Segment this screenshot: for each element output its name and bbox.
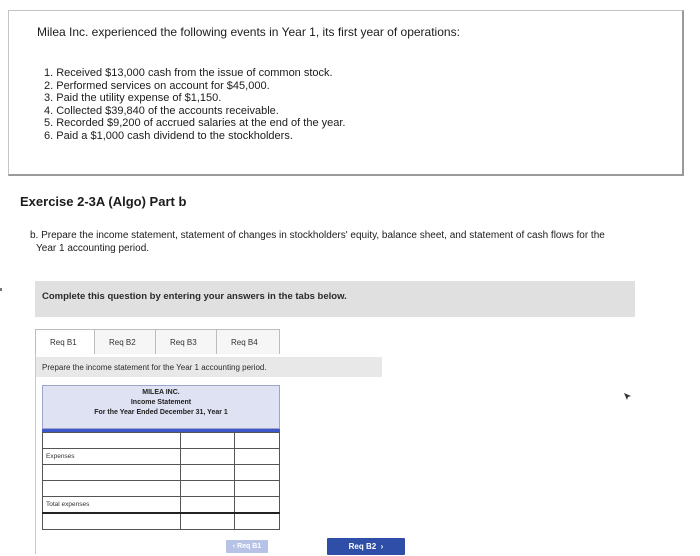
page-edge-mark xyxy=(0,288,2,291)
prev-req-label: Req B1 xyxy=(237,543,262,550)
tab-label: Req B4 xyxy=(231,337,258,347)
tab-req-b1[interactable] xyxy=(35,329,95,354)
account-input[interactable] xyxy=(43,465,181,481)
instruction-banner: Complete this question by entering your answers in the tabs below. xyxy=(35,281,635,317)
tab-label: Req B3 xyxy=(170,337,197,347)
tab-panel xyxy=(35,354,635,554)
total-input[interactable] xyxy=(234,465,279,481)
prev-req-button[interactable] xyxy=(226,540,268,553)
tab-req-b3[interactable] xyxy=(156,329,217,354)
event-item: 3. Paid the utility expense of $1,150. xyxy=(44,92,222,105)
amount-input[interactable] xyxy=(180,465,234,481)
total-input[interactable] xyxy=(234,481,279,497)
events-list xyxy=(44,67,345,143)
table-row xyxy=(43,497,280,514)
company-name: MILEA INC. xyxy=(142,389,180,396)
instructions xyxy=(30,230,640,255)
problem-card xyxy=(8,10,684,176)
table-row xyxy=(43,465,280,481)
table-row xyxy=(43,513,280,530)
amount-cell xyxy=(180,449,234,465)
tab-label: Req B2 xyxy=(109,337,136,347)
total-input[interactable] xyxy=(234,433,279,449)
tab-label: Req B1 xyxy=(50,337,77,347)
table-row xyxy=(43,481,280,497)
total-input[interactable] xyxy=(234,497,279,514)
event-item: 5. Recorded $9,200 of accrued salaries at the end of the year. xyxy=(44,117,346,130)
statement-header xyxy=(42,385,280,429)
chevron-right-icon: › xyxy=(376,542,384,551)
instruction-line-1: b. Prepare the income statement, statement of changes in stockholders' equity, balance sheet, and statement of cash flows for the xyxy=(30,230,605,241)
instruction-line-2: Year 1 accounting period. xyxy=(36,242,150,254)
statement-period: For the Year Ended December 31, Year 1 xyxy=(94,409,228,416)
event-item: 2. Performed services on account for $45,000. xyxy=(44,79,270,92)
expenses-label: Expenses xyxy=(43,449,181,465)
total-input[interactable] xyxy=(234,513,279,530)
problem-intro: Milea Inc. experienced the following events in Year 1, its first year of operations: xyxy=(37,25,460,39)
event-item: 1. Received $13,000 cash from the issue of common stock. xyxy=(44,67,333,79)
req-tabs xyxy=(35,329,280,354)
chevron-left-icon: ‹ xyxy=(232,543,238,550)
event-item: 6. Paid a $1,000 cash dividend to the stockholders. xyxy=(44,129,293,142)
amount-input[interactable] xyxy=(180,481,234,497)
tab-req-b2[interactable] xyxy=(95,329,156,354)
statement-title: Income Statement xyxy=(130,399,192,406)
table-row xyxy=(43,433,280,449)
next-req-label: Req B2 xyxy=(348,542,377,551)
amount-input[interactable] xyxy=(180,513,234,530)
income-statement-table xyxy=(42,432,280,530)
account-input[interactable] xyxy=(43,513,181,530)
next-req-button[interactable] xyxy=(327,538,405,555)
amount-input[interactable] xyxy=(180,433,234,449)
total-cell xyxy=(234,449,279,465)
amount-input[interactable] xyxy=(180,497,234,514)
tab-req-b4[interactable] xyxy=(217,329,280,354)
mouse-cursor-icon xyxy=(623,392,633,402)
total-expenses-label: Total expenses xyxy=(43,497,181,514)
exercise-title: Exercise 2-3A (Algo) Part b xyxy=(20,194,187,209)
account-input[interactable] xyxy=(43,481,181,497)
table-row xyxy=(43,449,280,465)
account-input[interactable] xyxy=(43,433,181,449)
panel-prompt: Prepare the income statement for the Year 1 accounting period. xyxy=(36,357,382,377)
event-item: 4. Collected $39,840 of the accounts receivable. xyxy=(44,104,279,117)
